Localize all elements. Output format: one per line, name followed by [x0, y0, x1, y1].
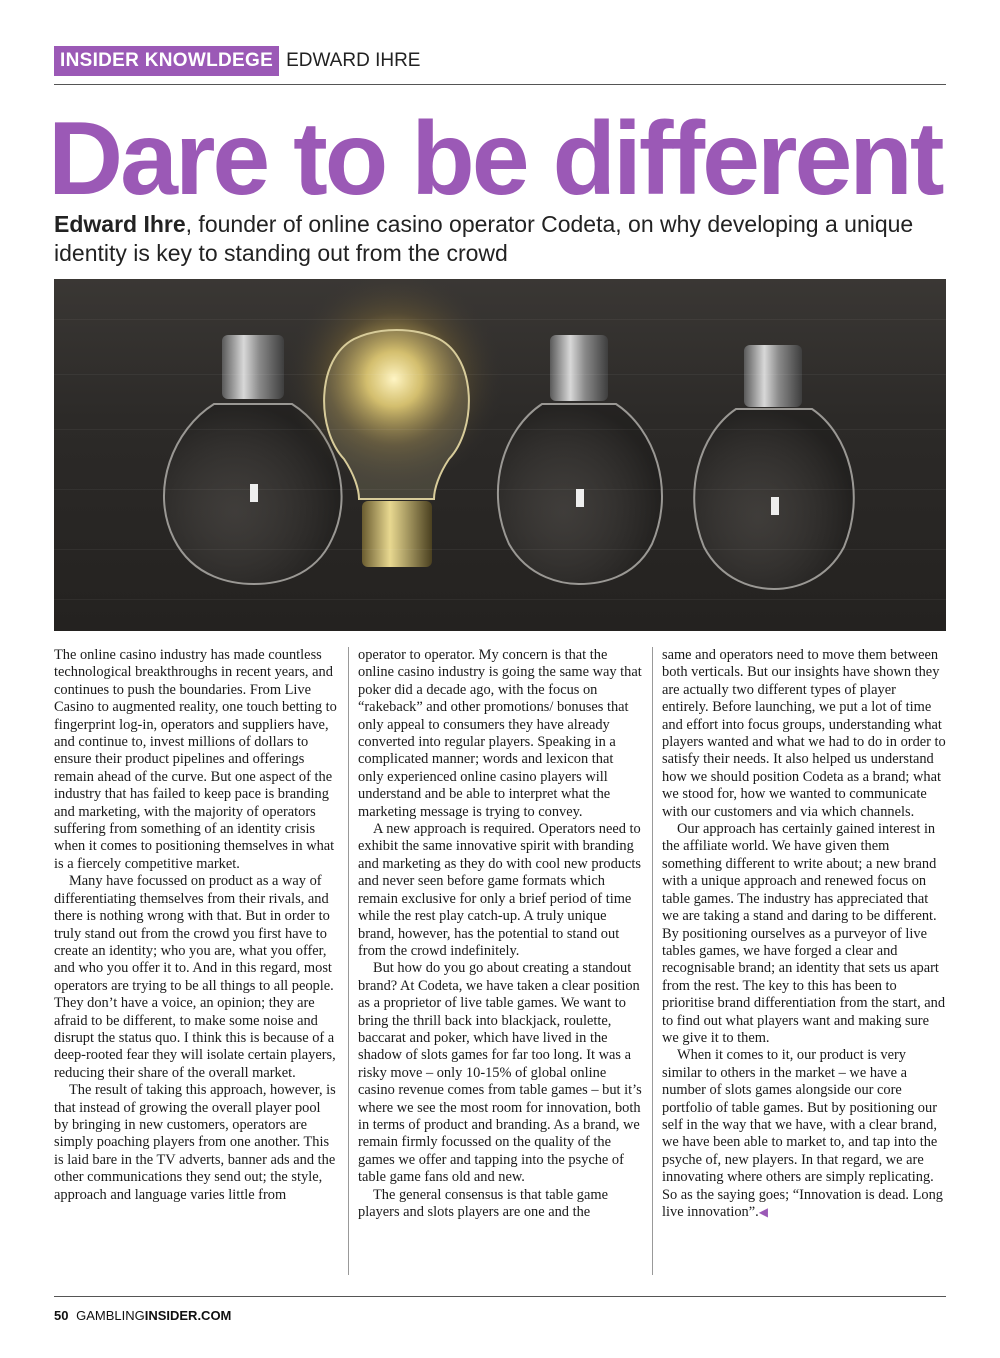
paragraph: The online casino industry has made countless technological breakthroughs in recent years, and continues to push the boundaries. From Live Casino to augmented reality, one touch betting to fingerprint log-in, operators and suppliers have, and continue to, invest millions of dollars to ensure their product pipelines and offerings remain ahead of the curve. But one aspect of the industry that has failed to keep pace is branding and marketing, with the majority of operators suffering from something of an identity crisis when it comes to positioning themselves in what is a fiercely competitive market.	[54, 647, 337, 872]
article-body	[54, 647, 946, 1275]
lightbulbs-photo	[54, 279, 946, 631]
author-tag: EDWARD IHRE	[286, 50, 421, 71]
paragraph	[662, 1047, 946, 1221]
paragraph: A new approach is required. Operators need to exhibit the same innovative spirit with branding and marketing as they do with cool new products and never seen before game formats which remain exclusive for only a brief period of time while the rest play catch-up. A truly unique brand, however, has the potential to stand out from the crowd indefinitely.	[358, 821, 641, 959]
column-3	[662, 647, 946, 1275]
end-mark-icon: ◀	[758, 1205, 768, 1219]
paragraph: Many have focussed on product as a way of differentiating themselves from their rivals, and there is nothing wrong with that. But in order to truly stand out from the crowd you first have to create an identity; who you are, what you offer, and who you offer it to. And in this regard, most operators are trying to be all things to all people. They don’t have a voice, an opinion; they are afraid to be different, to make some noise and disrupt the status quo. I think this is because of a deep-rooted fear they will isolate certain players, reducing their share of the overall market.	[54, 873, 336, 1081]
column-divider	[348, 647, 349, 1275]
page-number: 50	[54, 1308, 69, 1323]
site-name-part1: GAMBLING	[76, 1308, 145, 1323]
footer-rule	[54, 1296, 946, 1297]
footer	[54, 1308, 231, 1323]
standfirst-name: Edward Ihre	[54, 211, 186, 237]
column-divider	[652, 647, 653, 1275]
lightbulbs-icon	[54, 279, 946, 631]
paragraph: The result of taking this approach, however, is that instead of growing the overall player pool by bringing in new customers, operators are simply poaching players from one another. This is laid bare in the TV adverts, banner ads and the other communications they send out; the style, approach and language varies little from	[54, 1082, 336, 1203]
paragraph: Our approach has certainly gained interest in the affiliate world. We have given them something different to write about; a new brand with a unique approach and renewed focus on table games. The industry has appreciated that we are taking a stand and daring to be different. By positioning ourselves as a purveyor of live tables games, we have forged a clear and recognisable brand; an identity that sets us apart from the rest. The key to this has been to prioritise brand differentiation from the start, and to find out what players want and making sure we give it to them.	[662, 821, 946, 1046]
section-tag: INSIDER KNOWLDEGE	[54, 46, 279, 76]
headline: Dare to be different	[48, 101, 942, 217]
header-rule	[54, 84, 946, 85]
column-2	[358, 647, 642, 1275]
paragraph: same and operators need to move them between both verticals. But our insights have shown they are actually two different types of player entirely. Before launching, we put a lot of time and effort into focus groups, understanding what players wanted and what we had to do in order to satisfy their needs. It also helped us understand how we should position Codeta as a brand; what we stood for, how we wanted to communicate with our customers and via which channels.	[662, 647, 946, 820]
paragraph: But how do you go about creating a standout brand? At Codeta, we have taken a clear position as a proprietor of live table games. We want to bring the thrill back into blackjack, roulette, baccarat and poker, which have lived in the shadow of slots games for far too long. It was a risky move – only 10-15% of global online casino revenue comes from table games – but it’s where we see the most room for innovation, both in terms of product and branding. As a brand, we remain firmly focussed on the quality of the games we offer and tapping into the psyche of table game fans old and new.	[358, 960, 642, 1186]
paragraph-text: When it comes to it, our product is very similar to others in the market – we have a number of slots games alongside our core portfolio of table games. But by positioning our self in the way that we have, with a clear brand, we have been able to market to, and tap into the psyche of, new players. In that regard, we are innovating where others are simply replicating. So as the saying goes; “Innovation is dead. Long live innovation”.	[662, 1047, 943, 1220]
column-1	[54, 647, 338, 1275]
standfirst	[54, 210, 954, 268]
paragraph: operator to operator. My concern is that the online casino industry is going the same way that poker did a decade ago, with the focus on “rakeback” and other promotions/ bonuses that only appeal to consumers they have already converted into regular players. Speaking in a complicated manner; words and lexicon that only experienced online casino players will understand and be able to interpret what the marketing message is trying to convey.	[358, 647, 642, 820]
standfirst-text: , founder of online casino operator Codeta, on why developing a unique identity is key to standing out from the crowd	[54, 211, 914, 266]
section-header	[54, 46, 420, 76]
paragraph: The general consensus is that table game players and slots players are one and the	[358, 1186, 608, 1220]
site-name-part2: INSIDER.COM	[144, 1308, 232, 1323]
